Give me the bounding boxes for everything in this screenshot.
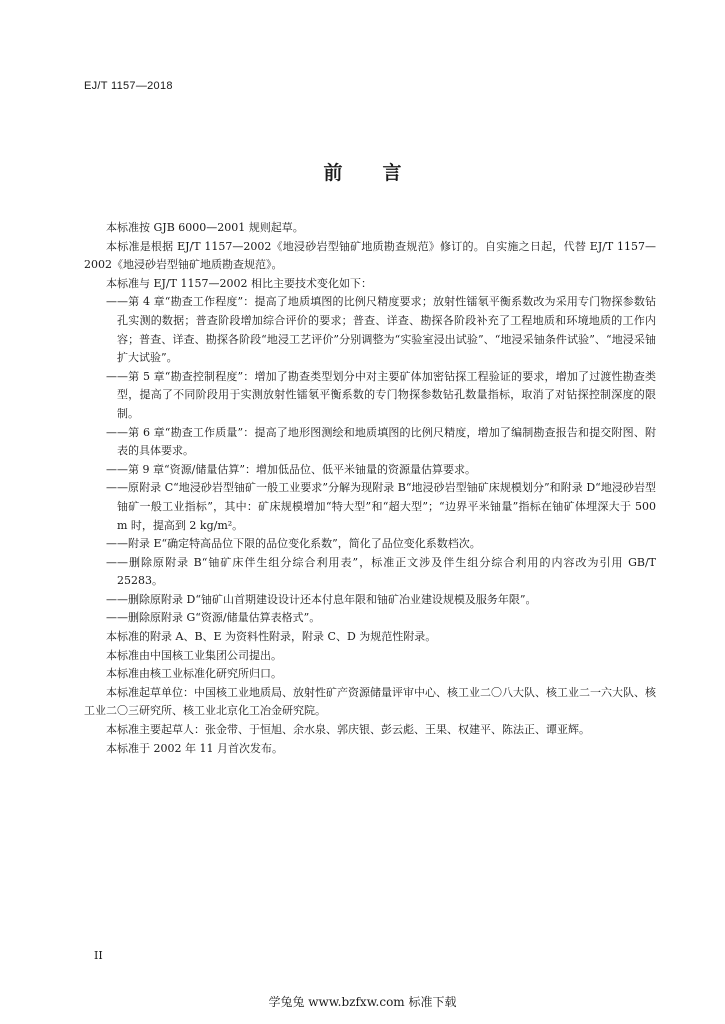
paragraph-drafting-units: 本标准起草单位：中国核工业地质局、放射性矿产资源储量评审中心、核工业二〇八大队、核工业二一六大队、核工业二〇三研究所、核工业北京化工冶金研究院。 xyxy=(84,685,656,718)
change-item: ——删除原附录 B“铀矿床伴生组分综合利用表”，标准正文涉及伴生组分综合利用的内容改为引用 GB/T 25283。 xyxy=(106,555,656,588)
change-item: ——附录 E“确定特高品位下限的品位变化系数”，简化了品位变化系数档次。 xyxy=(106,537,481,551)
footer-watermark: 学兔兔 www.bzfxw.com 标准下载 xyxy=(268,995,457,1009)
change-item: ——原附录 C“地浸砂岩型铀矿一般工业要求”分解为现附录 B“地浸砂岩型铀矿床规模划分”和附录 D“地浸砂岩型铀矿一般工业指标”，其中：矿床规模增加“特大型”和“超大型”；“边界平米铀量”指标在铀矿体埋深大于 500 m 时，提高到 2 kg/m²。 xyxy=(106,481,656,532)
change-item: ——第 9 章“资源/储量估算”：增加低品位、低平米铀量的资源量估算要求。 xyxy=(106,462,476,476)
paragraph-drafting-rule: 本标准按 GJB 6000—2001 规则起草。 xyxy=(106,221,304,234)
paragraph-proposer: 本标准由中国核工业集团公司提出。 xyxy=(106,648,282,662)
paragraph-changes-intro: 本标准与 EJ/T 1157—2002 相比主要技术变化如下： xyxy=(106,276,372,290)
paragraph-appendix-nature: 本标准的附录 A、B、E 为资料性附录，附录 C、D 为规范性附录。 xyxy=(106,630,437,644)
page-title: 前言 xyxy=(323,162,442,184)
page-number: II xyxy=(94,949,103,962)
foreword-body xyxy=(84,219,656,758)
change-item: ——第 6 章“勘查工作质量”：提高了地形图测绘和地质填图的比例尺精度，增加了编制勘查报告和提交附图、附表的具体要求。 xyxy=(106,425,656,458)
paragraph-administrator: 本标准由核工业标准化研究所归口。 xyxy=(106,667,282,681)
paragraph-drafters: 本标准主要起草人：张金带、于恒旭、余水泉、郭庆银、彭云彪、王果、权建平、陈法正、谭亚辉。 xyxy=(106,723,590,737)
change-item: ——第 4 章“勘查工作程度”：提高了地质填图的比例尺精度要求；放射性镭氡平衡系数改为采用专门物探参数钻孔实测的数据；普查阶段增加综合评价的要求；普查、详查、勘探各阶段补充了工程地质和环境地质的工作内容；普查、详查、勘探各阶段“地浸工艺评价”分别调整为“实验室浸出试验”、“地浸采铀条件试验”、“地浸采铀扩大试验”。 xyxy=(106,295,656,365)
paragraph-revision-basis: 本标准是根据 EJ/T 1157—2002《地浸砂岩型铀矿地质勘查规范》修订的。自实施之日起，代替 EJ/T 1157—2002《地浸砂岩型铀矿地质勘查规范》。 xyxy=(84,239,656,272)
standard-number: EJ/T 1157—2018 xyxy=(84,80,173,92)
change-item: ——删除原附录 G“资源/储量估算表格式”。 xyxy=(106,611,321,625)
paragraph-first-issue: 本标准于 2002 年 11 月首次发布。 xyxy=(106,741,283,755)
change-item: ——第 5 章“勘查控制程度”：增加了勘查类型划分中对主要矿体加密钻探工程验证的要求，增加了过渡性勘查类型，提高了不同阶段用于实测放射性镭氡平衡系数的专门物探参数钻孔数量指标，取消了对钻探控制深度的限制。 xyxy=(106,369,656,420)
change-item: ——删除原附录 D“铀矿山首期建设设计还本付息年限和铀矿冶业建设规模及服务年限”。 xyxy=(106,592,537,606)
